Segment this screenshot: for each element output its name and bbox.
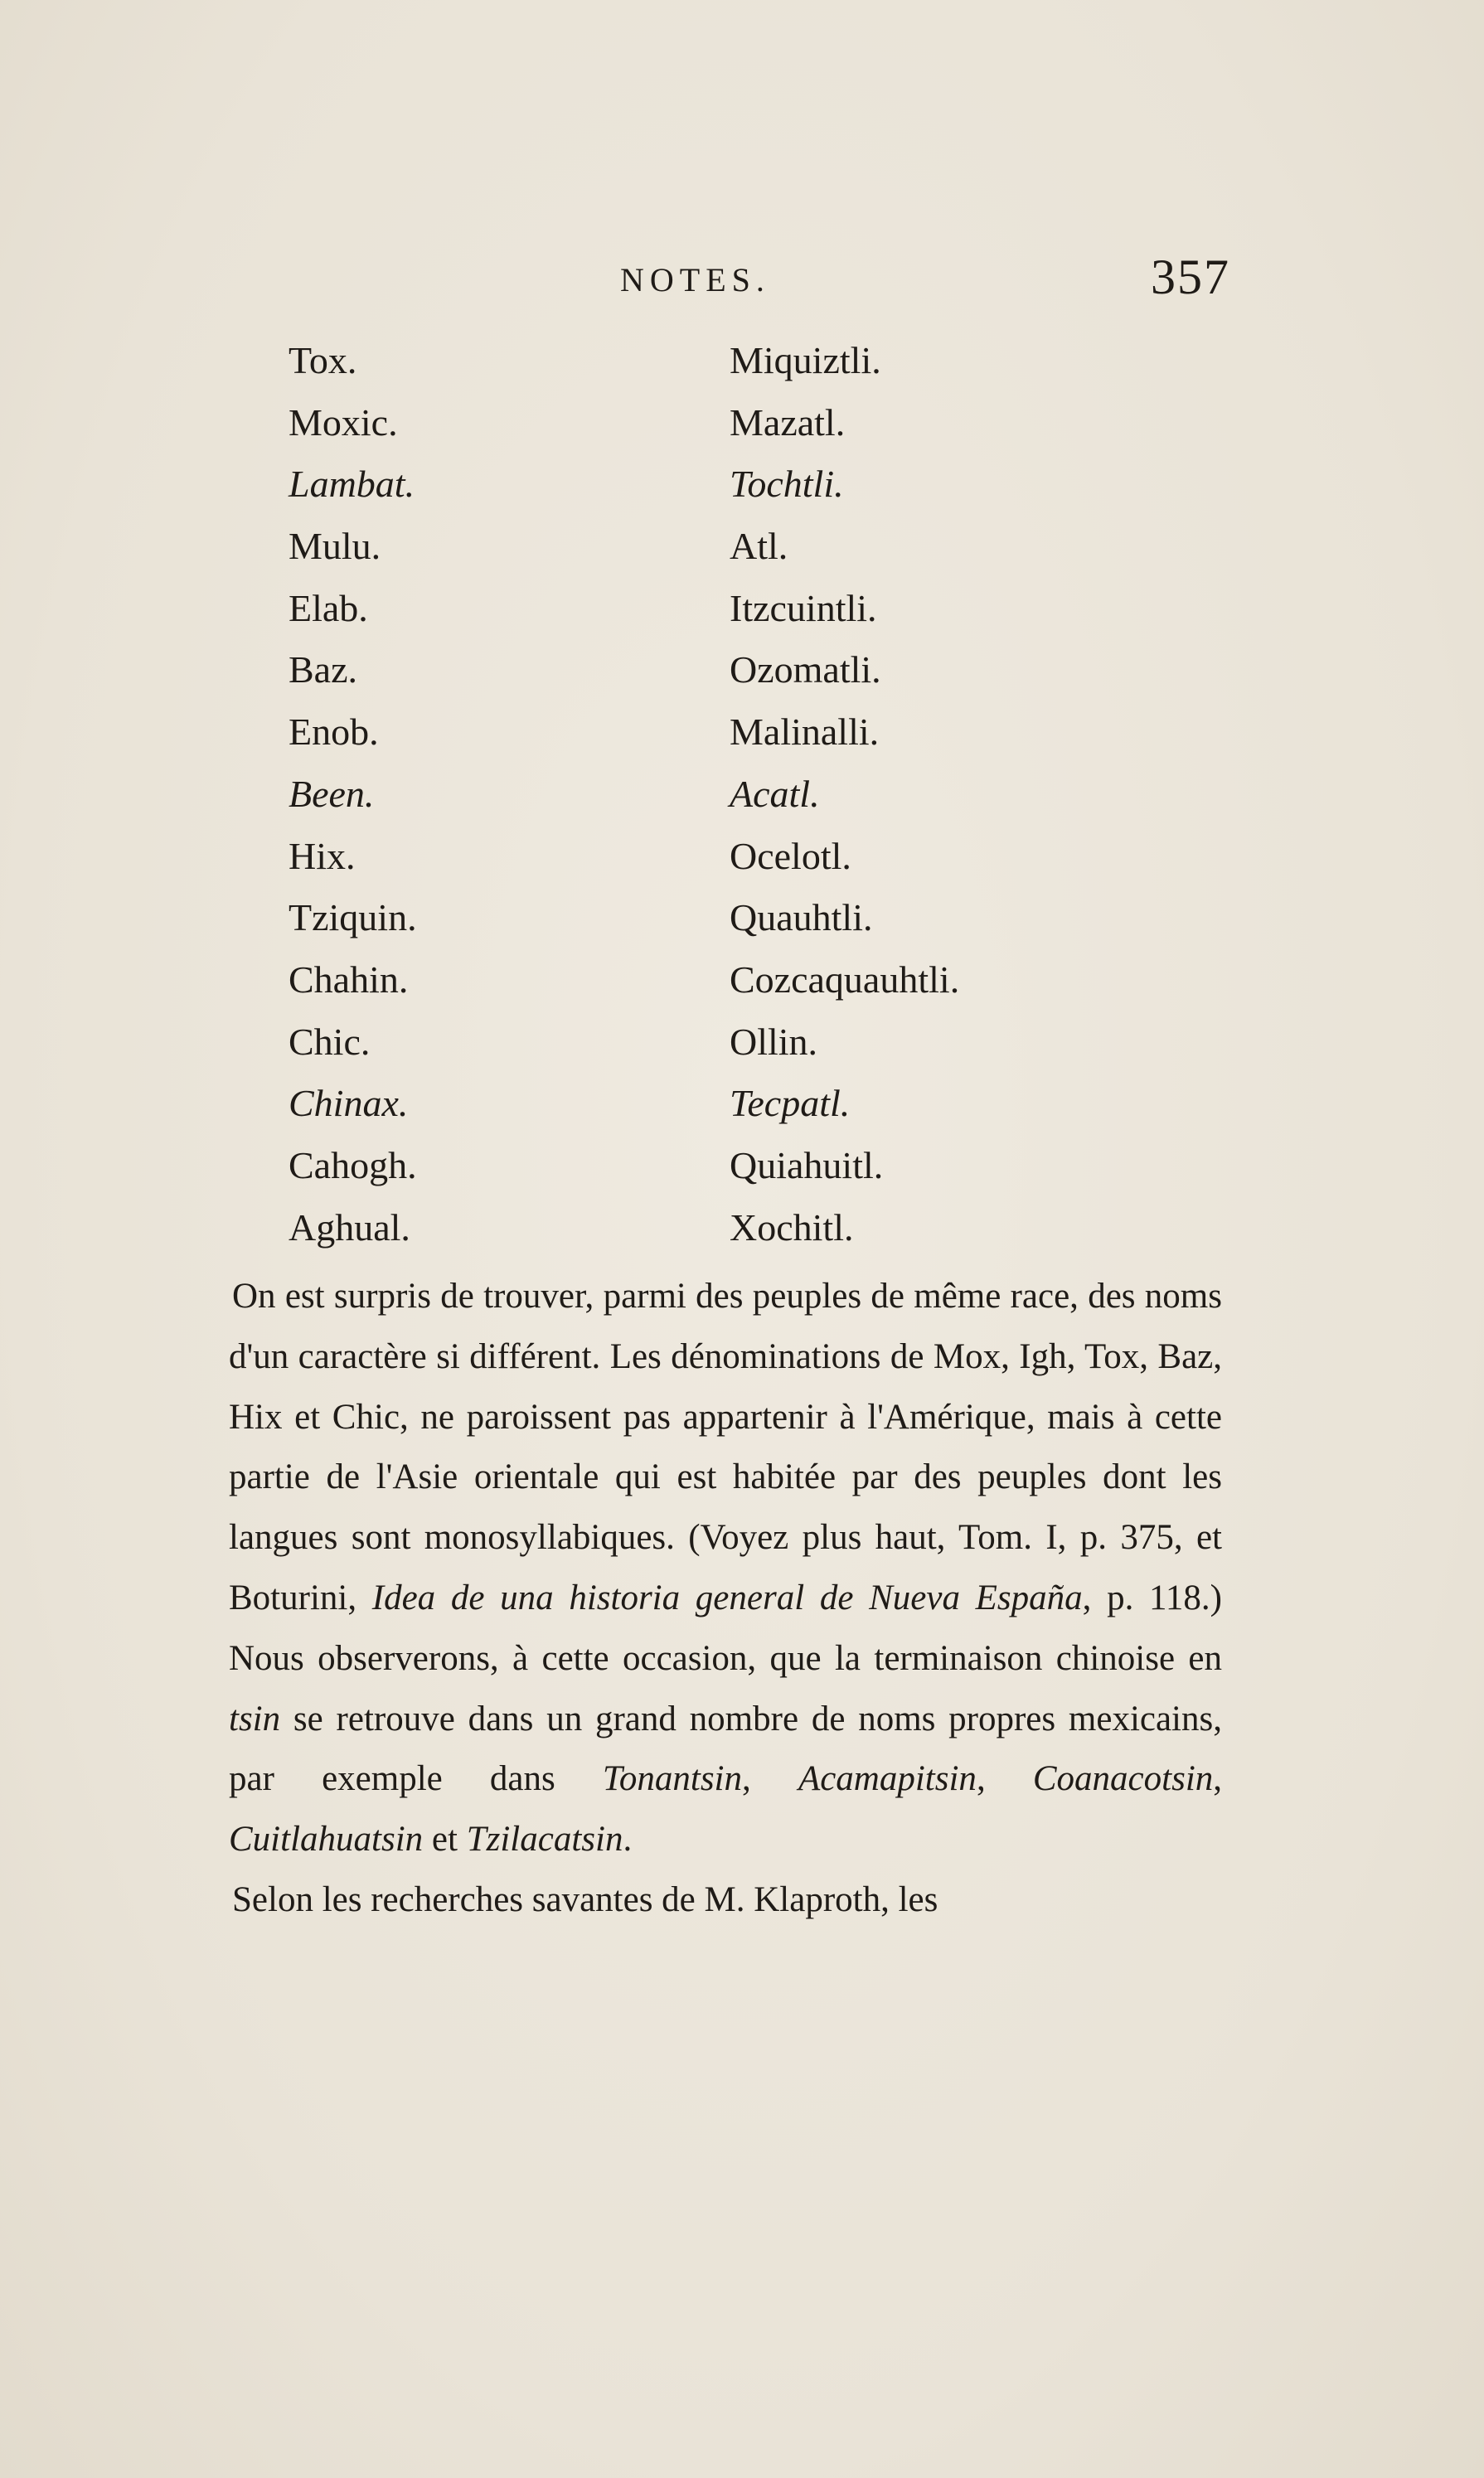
- maya-day-name: Elab.: [289, 586, 368, 629]
- maya-day-name: Mulu.: [289, 525, 381, 568]
- table-row: [0, 893, 1484, 955]
- table-row: [0, 832, 1484, 894]
- maya-day-name: Chinax.: [289, 1082, 409, 1125]
- aztec-day-name: Ollin.: [730, 1020, 818, 1063]
- day-sign-table: [0, 336, 1484, 1264]
- page-number: 357: [1151, 250, 1230, 304]
- table-row: [0, 584, 1484, 646]
- table-row: [0, 1017, 1484, 1079]
- maya-day-name: Chic.: [289, 1020, 371, 1063]
- paragraph-1-text: ,: [976, 1759, 1033, 1799]
- name-italic: Tonantsin: [602, 1759, 743, 1799]
- maya-day-name: Been.: [289, 772, 375, 815]
- maya-day-name: Moxic.: [289, 400, 398, 444]
- aztec-day-name: Tecpatl.: [730, 1082, 851, 1125]
- aztec-day-name: Xochitl.: [730, 1205, 854, 1249]
- paragraph-1-text: et: [423, 1820, 467, 1860]
- aztec-day-name: Malinalli.: [730, 710, 880, 754]
- table-row: [0, 1079, 1484, 1141]
- aztec-day-name: Miquiztli.: [730, 339, 881, 381]
- aztec-day-name: Ozomatli.: [730, 648, 881, 691]
- table-row: [0, 769, 1484, 832]
- name-italic: Cuitlahuatsin: [229, 1820, 424, 1860]
- table-row: [0, 336, 1484, 398]
- table-row: [0, 1203, 1484, 1265]
- paragraph-2: Selon les recherches savantes de M. Klaproth, les: [232, 1879, 938, 1919]
- maya-day-name: Tziquin.: [289, 896, 417, 939]
- paragraph-1-text: ,: [742, 1759, 798, 1799]
- name-italic: Tzilacatsin: [466, 1820, 623, 1860]
- aztec-day-name: Quiahuitl.: [730, 1143, 884, 1186]
- table-row: [0, 521, 1484, 584]
- notes-body: [229, 1267, 1222, 1931]
- maya-day-name: Aghual.: [289, 1205, 410, 1249]
- name-italic: Acamapitsin: [798, 1759, 977, 1799]
- maya-day-name: Cahogh.: [289, 1143, 417, 1186]
- paragraph-1: [229, 1267, 1222, 1870]
- paragraph-1-text: ,: [1213, 1759, 1223, 1799]
- name-italic: Coanacotsin: [1032, 1759, 1214, 1799]
- table-row: [0, 1141, 1484, 1203]
- paragraph-1-text: .: [623, 1820, 633, 1860]
- table-row: [0, 707, 1484, 769]
- table-row: [0, 955, 1484, 1017]
- maya-day-name: Hix.: [289, 834, 356, 877]
- aztec-day-name: Itzcuintli.: [730, 586, 877, 629]
- suffix-italic: tsin: [229, 1699, 281, 1738]
- paragraph-1-text: , p. 118.) Nous observerons, à cette occasion, que la terminaison chinoise en: [229, 1578, 1222, 1678]
- maya-day-name: Tox.: [289, 339, 357, 381]
- aztec-day-name: Tochtli.: [730, 463, 844, 506]
- aztec-day-name: Ocelotl.: [730, 834, 851, 877]
- paragraph-1-text: On est surpris de trouver, parmi des peuples de même race, des noms d'un caractère si différent. Les dénominations de Mox, Igh, Tox, Baz, Hix et Chic, ne paroissent pas appartenir à l'Amérique, mais à cette partie de l'Asie orientale qui est habitée par des peuples dont les langues sont monosyllabiques. (Voyez plus haut, Tom. I, p. 375, et Boturini,: [229, 1277, 1222, 1617]
- aztec-day-name: Cozcaquauhtli.: [730, 958, 960, 1001]
- aztec-day-name: Acatl.: [730, 772, 820, 815]
- maya-day-name: Lambat.: [289, 463, 415, 506]
- table-row: [0, 459, 1484, 521]
- maya-day-name: Baz.: [289, 648, 358, 691]
- aztec-day-name: Quauhtli.: [730, 896, 873, 939]
- paragraph-1-text: se retrouve dans un grand nombre de noms propres mexicains, par exemple dans: [229, 1699, 1222, 1799]
- aztec-day-name: Mazatl.: [730, 400, 846, 444]
- running-head: NOTES.: [620, 261, 770, 298]
- aztec-day-name: Atl.: [730, 525, 788, 568]
- page-header: [0, 249, 1484, 315]
- table-row: [0, 645, 1484, 707]
- maya-day-name: Chahin.: [289, 958, 409, 1001]
- table-row: [0, 398, 1484, 460]
- maya-day-name: Enob.: [289, 710, 379, 754]
- book-title-italic: Idea de una historia general de Nueva España: [371, 1578, 1083, 1617]
